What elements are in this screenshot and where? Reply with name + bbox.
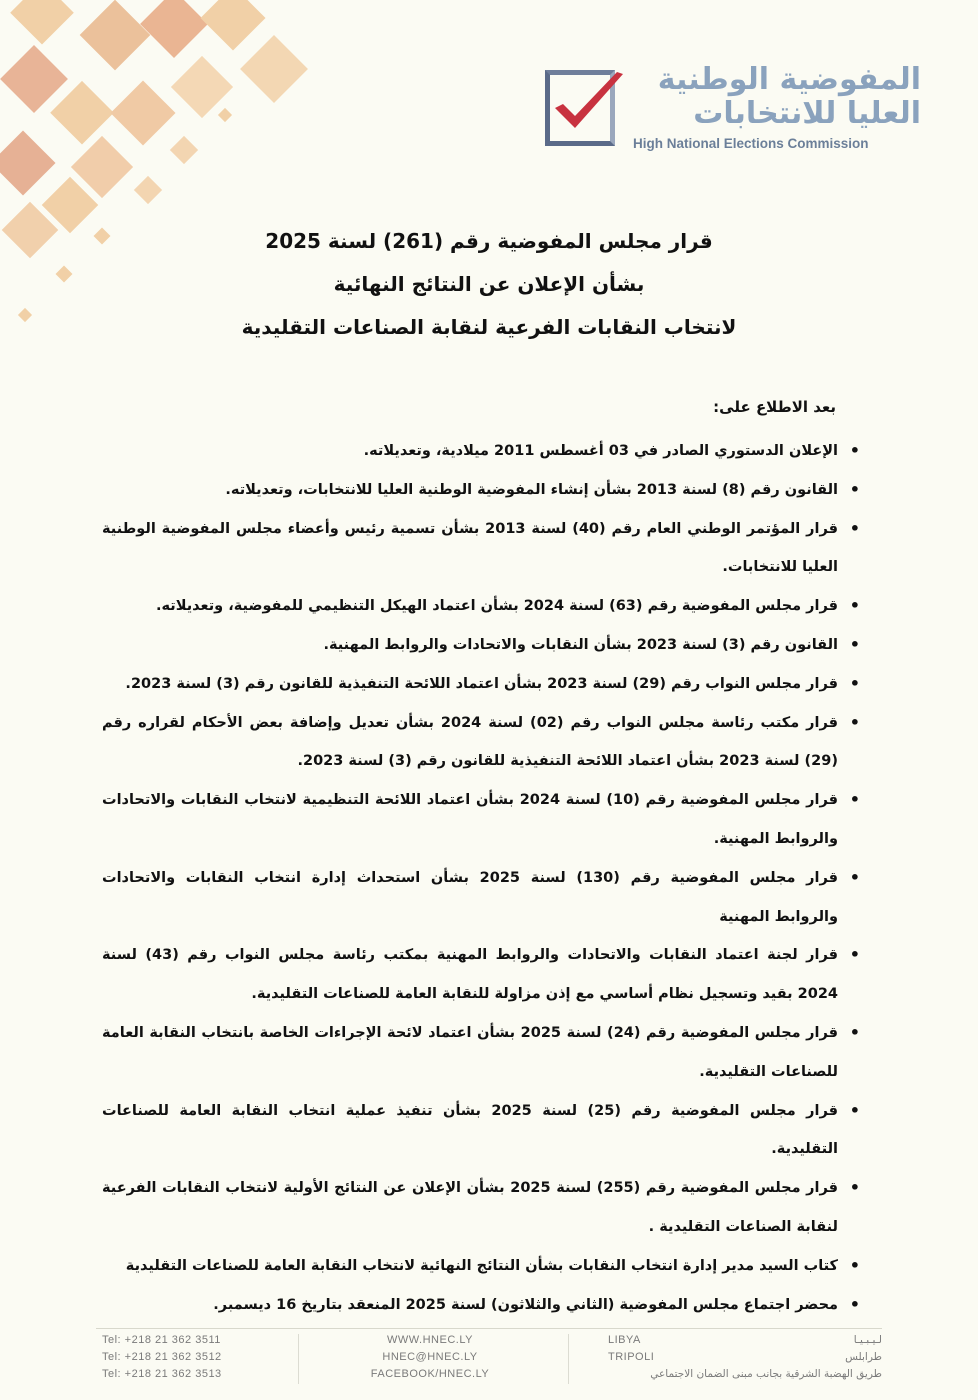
address-ar: طريق الهضبة الشرقية بجانب مبنى الضمان الاجتماعي xyxy=(650,1368,882,1380)
list-item: • محضر اجتماع مجلس المفوضية (الثاني والثلاثون) لسنة 2025 المنعقد بتاريخ 16 ديسمبر. xyxy=(102,1286,860,1325)
country-ar: لـيـبـيـا xyxy=(853,1334,882,1346)
email-link[interactable]: HNEC@HNEC.LY xyxy=(382,1351,478,1363)
list-item: • كتاب السيد مدير إدارة انتخاب النقابات بشأن النتائج النهائية لانتخاب النقابة العامة للصناعات التقليدية xyxy=(102,1247,860,1286)
list-item: • قرار مجلس المفوضية رقم (255) لسنة 2025 بشأن الإعلان عن النتائج الأولية لانتخاب النقابات الفرعية لنقابة الصناعات التقليدية . xyxy=(102,1169,860,1247)
list-item: • القانون رقم (8) لسنة 2013 بشأن إنشاء المفوضية الوطنية العليا للانتخابات، وتعديلاته. xyxy=(102,471,860,510)
checkmark-ballot-icon xyxy=(547,66,627,146)
document-title xyxy=(0,220,978,349)
list-item: • قرار مجلس المفوضية رقم (25) لسنة 2025 بشأن تنفيذ عملية انتخاب النقابة العامة للصناعات التقليدية. xyxy=(102,1092,860,1170)
footer-location-en xyxy=(608,1332,654,1366)
list-item: • قرار مكتب رئاسة مجلس النواب رقم (02) لسنة 2024 بشأن تعديل وإضافة بعض الأحكام لقراره رقم (29) لسنة 2023 بشأن اعتماد اللائحة التنفيذية للقانون رقم (3) لسنة 2023. xyxy=(102,704,860,782)
footer-separator xyxy=(568,1334,569,1384)
footer-phones xyxy=(102,1332,222,1383)
facebook-link[interactable]: FACEBOOK/HNEC.LY xyxy=(370,1368,490,1380)
list-item: • قرار لجنة اعتماد النقابات والاتحادات والروابط المهنية بمكتب رئاسة مجلس النواب رقم (43) لسنة 2024 بقيد وتسجيل نظام أساسي مع إذن مزاولة للنقابة العامة للصناعات التقليدية. xyxy=(102,936,860,1014)
references-list xyxy=(102,432,860,1324)
preamble-heading: بعد الاطلاع على: xyxy=(713,398,836,416)
list-item: • قرار المؤتمر الوطني العام رقم (40) لسنة 2013 بشأن تسمية رئيس وأعضاء مجلس المفوضية الوطنية العليا للانتخابات. xyxy=(102,510,860,588)
city-ar: طرابلس xyxy=(845,1351,882,1363)
phone-1: Tel: +218 21 362 3511 xyxy=(102,1334,221,1346)
footer-location-ar xyxy=(650,1332,882,1383)
logo-arabic-line2: العليا للانتخابات xyxy=(693,96,921,131)
list-item: • قرار مجلس النواب رقم (29) لسنة 2023 بشأن اعتماد اللائحة التنفيذية للقانون رقم (3) لسنة 2023. xyxy=(102,665,860,704)
list-item: • قرار مجلس المفوضية رقم (24) لسنة 2025 بشأن اعتماد لائحة الإجراءات الخاصة بانتخاب النقابة العامة للصناعات التقليدية. xyxy=(102,1014,860,1092)
logo-english-name: High National Elections Commission xyxy=(633,136,869,151)
list-item: • قرار مجلس المفوضية رقم (63) لسنة 2024 بشأن اعتماد الهيكل التنظيمي للمفوضية، وتعديلاته. xyxy=(102,587,860,626)
hnec-logo xyxy=(545,62,925,158)
phone-2: Tel: +218 21 362 3512 xyxy=(102,1351,222,1363)
city-en: TRIPOLI xyxy=(608,1351,655,1363)
title-line-1: قرار مجلس المفوضية رقم (261) لسنة 2025 xyxy=(265,229,713,253)
footer-divider xyxy=(96,1328,882,1329)
website-link[interactable]: WWW.HNEC.LY xyxy=(387,1334,473,1346)
country-en: LIBYA xyxy=(608,1334,641,1346)
title-line-3: لانتخاب النقابات الفرعية لنقابة الصناعات التقليدية xyxy=(241,315,737,339)
footer xyxy=(100,1330,890,1385)
footer-web xyxy=(330,1332,530,1383)
logo-arabic-line1: المفوضية الوطنية xyxy=(657,62,921,97)
list-item: • الإعلان الدستوري الصادر في 03 أغسطس 2011 ميلادية، وتعديلاته. xyxy=(102,432,860,471)
title-line-2: بشأن الإعلان عن النتائج النهائية xyxy=(333,272,645,296)
list-item: • قرار مجلس المفوضية رقم (130) لسنة 2025 بشأن استحداث إدارة انتخاب النقابات والاتحادات والروابط المهنية xyxy=(102,859,860,937)
footer-separator xyxy=(298,1334,299,1384)
list-item: • قرار مجلس المفوضية رقم (10) لسنة 2024 بشأن اعتماد اللائحة التنظيمية لانتخاب النقابات والاتحادات والروابط المهنية. xyxy=(102,781,860,859)
phone-3: Tel: +218 21 362 3513 xyxy=(102,1368,222,1380)
list-item: • القانون رقم (3) لسنة 2023 بشأن النقابات والاتحادات والروابط المهنية. xyxy=(102,626,860,665)
